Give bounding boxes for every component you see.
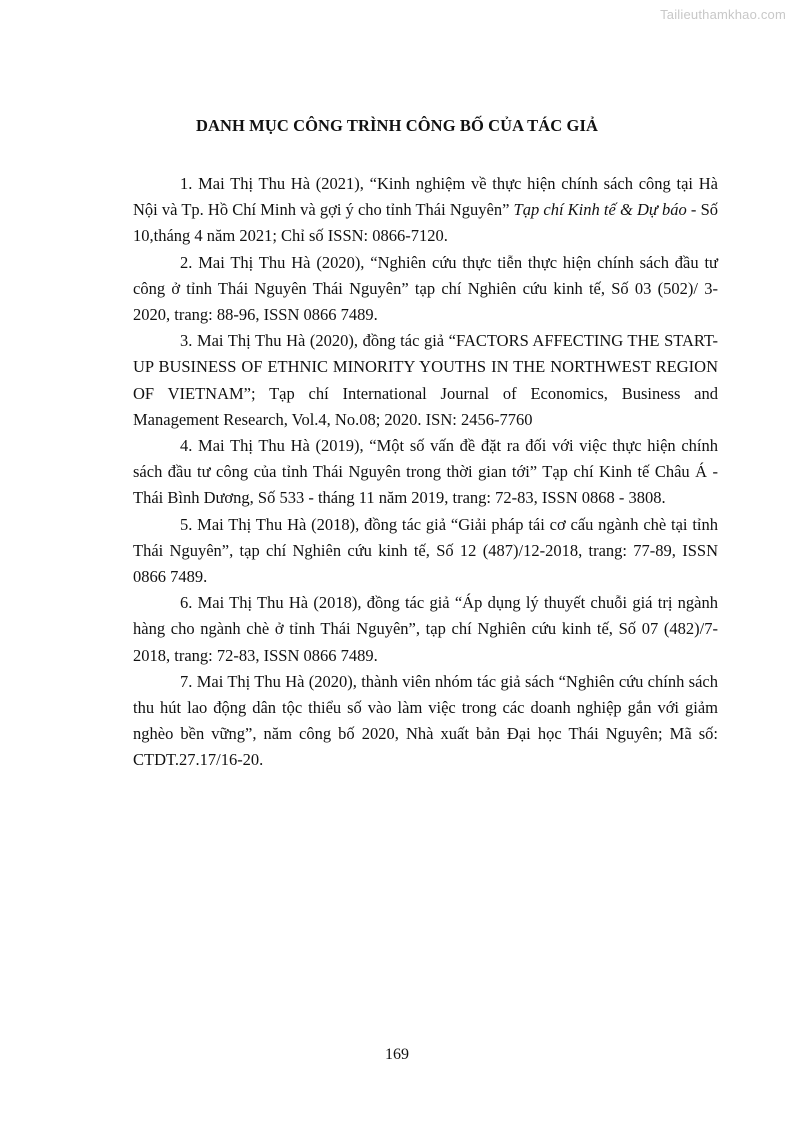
publication-entry-7: 7. Mai Thị Thu Hà (2020), thành viên nhóm tác giả sách “Nghiên cứu chính sách thu hút lao động dân tộc thiểu số vào làm việc trong các doanh nghiệp gắn với giảm nghèo bền vững”, năm công bố 2020, Nhà xuất bản Đại học Thái Nguyên; Mã số: CTDT.27.17/16-20. bbox=[133, 671, 718, 770]
publication-entry-1-journal: Tạp chí Kinh tế & Dự báo bbox=[513, 200, 687, 220]
publication-entry-1-details: - Số 10,tháng 4 năm 2021; Chỉ số ISSN: 0866-7120. bbox=[133, 200, 718, 246]
page-number: 169 bbox=[385, 1046, 409, 1063]
publication-entry-1 bbox=[133, 171, 718, 250]
watermark-text: Tailieuthamkhao.com bbox=[660, 7, 786, 22]
page-title: DANH MỤC CÔNG TRÌNH CÔNG BỐ CỦA TÁC GIẢ bbox=[195, 116, 599, 135]
publication-entry-2: 2. Mai Thị Thu Hà (2020), “Nghiên cứu thực tiễn thực hiện chính sách đầu tư công ở tỉnh Thái Nguyên Thái Nguyên” tạp chí Nghiên cứu kinh tế, Số 03 (502)/ 3-2020, trang: 88-96, ISSN 0866 7489. bbox=[133, 252, 718, 325]
publication-entry-6: 6. Mai Thị Thu Hà (2018), đồng tác giả “Áp dụng lý thuyết chuỗi giá trị ngành hàng cho ngành chè ở tỉnh Thái Nguyên”, tạp chí Nghiên cứu kinh tế, Số 07 (482)/7-2018, trang: 72-83, ISSN 0866 7489. bbox=[133, 593, 718, 665]
publication-entry-5: 5. Mai Thị Thu Hà (2018), đồng tác giả “Giải pháp tái cơ cấu ngành chè tại tỉnh Thái Nguyên”, tạp chí Nghiên cứu kinh tế, Số 12 (487)/12-2018, trang: 77-89, ISSN 0866 7489. bbox=[133, 514, 718, 587]
publication-entry-4: 4. Mai Thị Thu Hà (2019), “Một số vấn đề đặt ra đối với việc thực hiện chính sách đầu tư công của tỉnh Thái Nguyên trong thời gian tới” Tạp chí Kinh tế Châu Á - Thái Bình Dương, Số 533 - tháng 11 năm 2019, trang: 72-83, ISSN 0868 - 3808. bbox=[133, 436, 718, 508]
publication-list bbox=[133, 171, 718, 774]
publication-entry-3: 3. Mai Thị Thu Hà (2020), đồng tác giả “FACTORS AFFECTING THE START-UP BUSINESS OF ETHNIC MINORITY YOUTHS IN THE NORTHWEST REGION OF VIETNAM”; Tạp chí International Journal of Economics, Business and Management Research, Vol.4, No.08; 2020. ISN: 2456-7760 bbox=[133, 331, 718, 429]
publication-entry-1-text: 1. Mai Thị Thu Hà (2021), “Kinh nghiệm về thực hiện chính sách công tại Hà Nội và Tp. Hồ Chí Minh và gợi ý cho tỉnh Thái Nguyên” bbox=[133, 174, 718, 220]
